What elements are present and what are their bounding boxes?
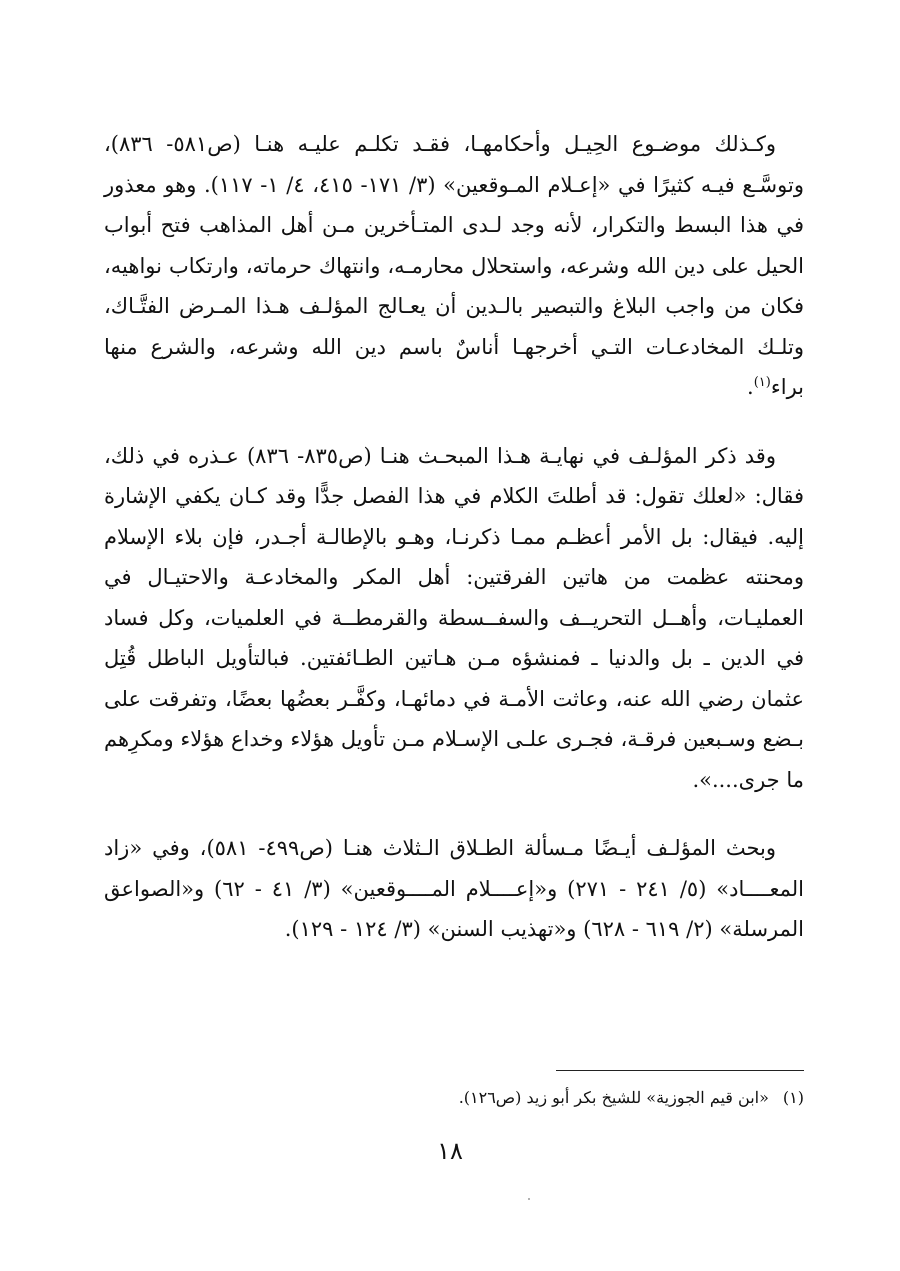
paragraph-2: وقد ذكر المؤلـف في نهايـة هـذا المبحـث هنـا (ص٨٣٥- ٨٣٦) عـذره في ذلك، فقال: «لعلك تقول: قد أطلتَ الكلام في هذا الفصل جدًّا وقد كـان يكفي الإشارة إليه. فيقال: بل الأمر أعظـم ممـا ذكرنـا، وهـو بالإطالـة أجـدر، فإن بلاء الإسلام ومحنته عظمت من هاتين الفرقتين: أهل المكر والمخادعـة والاحتيـال في العمليـات، وأهــل التحريــف والسفــسطة والقرمطــة في العلميات، وكل فساد في الدين ـ بل والدنيا ـ فمنشؤه مـن هـاتين الطـائفتين. فبالتأويل الباطل قُتِل عثمان رضي الله عنه، وعاثت الأمـة في دمائهـا، وكفَّـر بعضُها بعضًا، وتفرقت على بـضع وسـبعين فرقـة، فجـرى علـى الإسـلام مـن تأويل هؤلاء وخداع هؤلاء ومكرِهم ما جرى....». <box>104 443 804 792</box>
footnote <box>104 1085 804 1111</box>
footnote-divider <box>556 1070 804 1071</box>
scan-speck <box>528 1198 530 1200</box>
footnote-text: «ابن قيم الجوزية» للشيخ بكر أبو زيد (ص١٢٦). <box>458 1088 769 1107</box>
paragraph-1-text: وكـذلك موضـوع الحِيـل وأحكامهـا، فقـد تكلـم عليـه هنـا (ص٥٨١- ٨٣٦)، وتوسَّـع فيـه كثيرًا في «إعـلام المـوقعين» (٣/ ١٧١- ٤١٥، ٤/ ١- ١١٧). وهو معذور في هذا البسط والتكرار، لأنه وجد لـدى المتـأخرين مـن أهل المذاهب فتح أبواب الحيل على دين الله وشرعه، واستحلال محارمـه، وانتهاك حرماته، وارتكاب نواهيه، فكان من واجب البلاغ والتبصير بالـدين أن يعـالج المؤلـف هـذا المـرض الفتَّـاك، وتلـك المخادعـات التـي أخرجهـا أناسٌ باسم دين الله وشرعه، والشرع منها براء <box>104 132 804 399</box>
paragraph-3: وبحث المؤلـف أيـضًا مـسألة الطـلاق الـثلاث هنـا (ص٤٩٩- ٥٨١)، وفي «زاد المعــــاد» (٥/ ٢٤١ - ٢٧١) و«إعــــلام المــــوقعين» (٣/ ٤١ - ٦٢) و«الصواعق المرسلة» (٢/ ٦١٩ - ٦٢٨) و«تهذيب السنن» (٣/ ١٢٤ - ١٢٩). <box>104 836 804 941</box>
footnote-marker: (١) <box>782 1088 804 1107</box>
page-number: ١٨ <box>437 1137 463 1165</box>
main-text <box>104 124 804 950</box>
footnote-reference[interactable]: (١) <box>753 375 771 390</box>
paragraph-1-end: . <box>747 375 754 399</box>
paragraph-1 <box>104 124 804 408</box>
